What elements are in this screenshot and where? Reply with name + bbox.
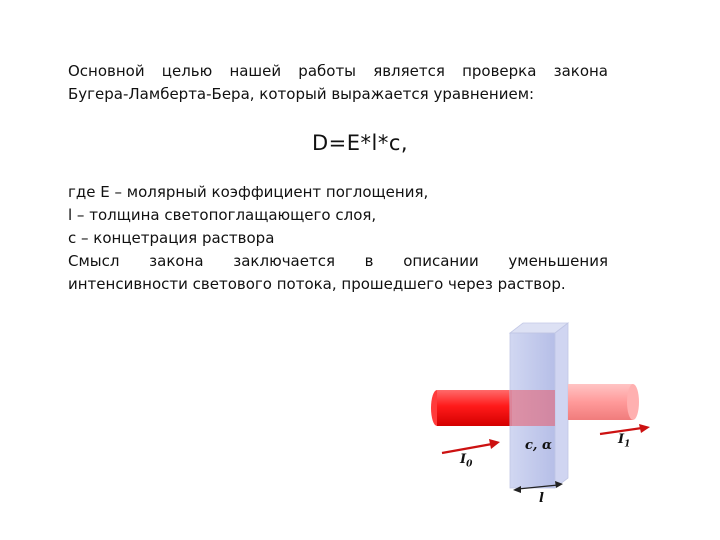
definition-concentration: c – концетрация раствора (68, 229, 275, 247)
incident-arrow-head (489, 439, 500, 449)
law-meaning-line-2: интенсивности светового потока, прошедшего через раствор. (68, 275, 566, 293)
cuvette-diagram (420, 318, 670, 518)
transmitted-arrow-head (639, 424, 650, 433)
law-equation: D=E*l*c, (311, 131, 409, 155)
thickness-label: l (539, 491, 544, 506)
transmitted-beam (568, 384, 633, 420)
beer-lambert-figure (420, 318, 670, 518)
intro-line-2: Бугера-Ламберта-Бера, который выражается уравнением: (68, 85, 535, 103)
transmitted-beam-end (627, 384, 639, 420)
law-meaning-line-1: Смысл закона заключается в описании уменьшения (68, 252, 608, 270)
intro-paragraph (68, 60, 608, 106)
incident-beam (437, 390, 512, 426)
beam-in-cuvette (510, 390, 555, 426)
definition-absorption-coefficient: где E – молярный коэффициент поглощения, (68, 183, 429, 201)
definition-layer-thickness: l – толщина светопоглащающего слоя, (68, 206, 377, 224)
incident-intensity-label: $I_0$ (460, 452, 473, 470)
transmitted-intensity-label: $I_1$ (618, 432, 631, 450)
definitions-paragraph (68, 181, 608, 296)
cuvette-label: c, α (525, 438, 552, 453)
intro-line-1: Основной целью нашей работы является проверка закона (68, 62, 608, 80)
cuvette-side (555, 323, 568, 488)
